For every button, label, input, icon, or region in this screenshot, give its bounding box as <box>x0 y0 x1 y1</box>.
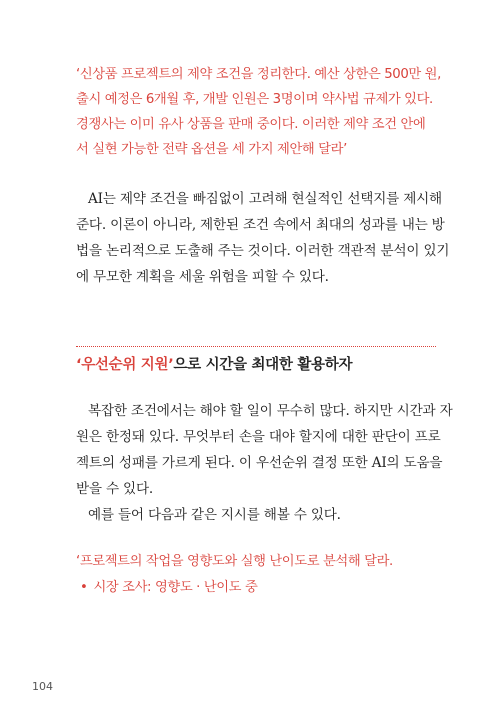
paragraph-priority-support <box>76 398 453 528</box>
prompt-example-constraints <box>76 62 441 162</box>
prompt-bullet-item <box>80 576 257 595</box>
prompt-line: ‘신상품 프로젝트의 제약 조건을 정리한다. 예산 상한은 500만 원, <box>76 67 441 82</box>
page-number: 104 <box>32 680 53 693</box>
bullet-dot-icon: • <box>80 580 88 595</box>
bullet-text: 시장 조사: 영향도 · 난이도 중 <box>93 580 258 595</box>
section-divider <box>76 346 436 347</box>
prompt-line: 출시 예정은 6개월 후, 개발 인원은 3명이며 약사법 규제가 있다. <box>76 92 433 107</box>
prompt-example-priority <box>76 549 436 574</box>
paragraph-line: 복잡한 조건에서는 해야 할 일이 무수히 많다. 하지만 시간과 자 <box>88 403 453 419</box>
paragraph-line: 받을 수 있다. <box>76 481 154 497</box>
section-heading-rest: 으로 시간을 최대한 활용하자 <box>173 357 353 373</box>
prompt-line: 경쟁사는 이미 유사 상품을 판매 중이다. 이러한 제약 조건 안에 <box>76 117 426 132</box>
section-heading-highlight: ‘우선순위 지원’ <box>76 357 174 373</box>
section-heading <box>76 353 436 374</box>
prompt-line: 서 실현 가능한 전략 옵션을 세 가지 제안해 달라’ <box>76 142 347 157</box>
paragraph-line: 법을 논리적으로 도출해 주는 것이다. 이러한 객관적 분석이 있기 <box>76 243 450 259</box>
paragraph-constraints-analysis <box>76 186 450 290</box>
paragraph-line: AI는 제약 조건을 빠짐없이 고려해 현실적인 선택지를 제시해 <box>88 191 442 207</box>
paragraph-line: 젝트의 성패를 가르게 된다. 이 우선순위 결정 또한 AI의 도움을 <box>76 455 443 471</box>
paragraph-line: 준다. 이론이 아니라, 제한된 조건 속에서 최대의 성과를 내는 방 <box>76 217 445 233</box>
paragraph-line: 예를 들어 다음과 같은 지시를 해볼 수 있다. <box>88 507 341 523</box>
paragraph-line: 에 무모한 계획을 세울 위험을 피할 수 있다. <box>76 269 329 285</box>
paragraph-line: 원은 한정돼 있다. 무엇부터 손을 대야 할지에 대한 판단이 프로 <box>76 429 441 445</box>
prompt-line: ‘프로젝트의 작업을 영향도와 실행 난이도로 분석해 달라. <box>76 554 393 569</box>
